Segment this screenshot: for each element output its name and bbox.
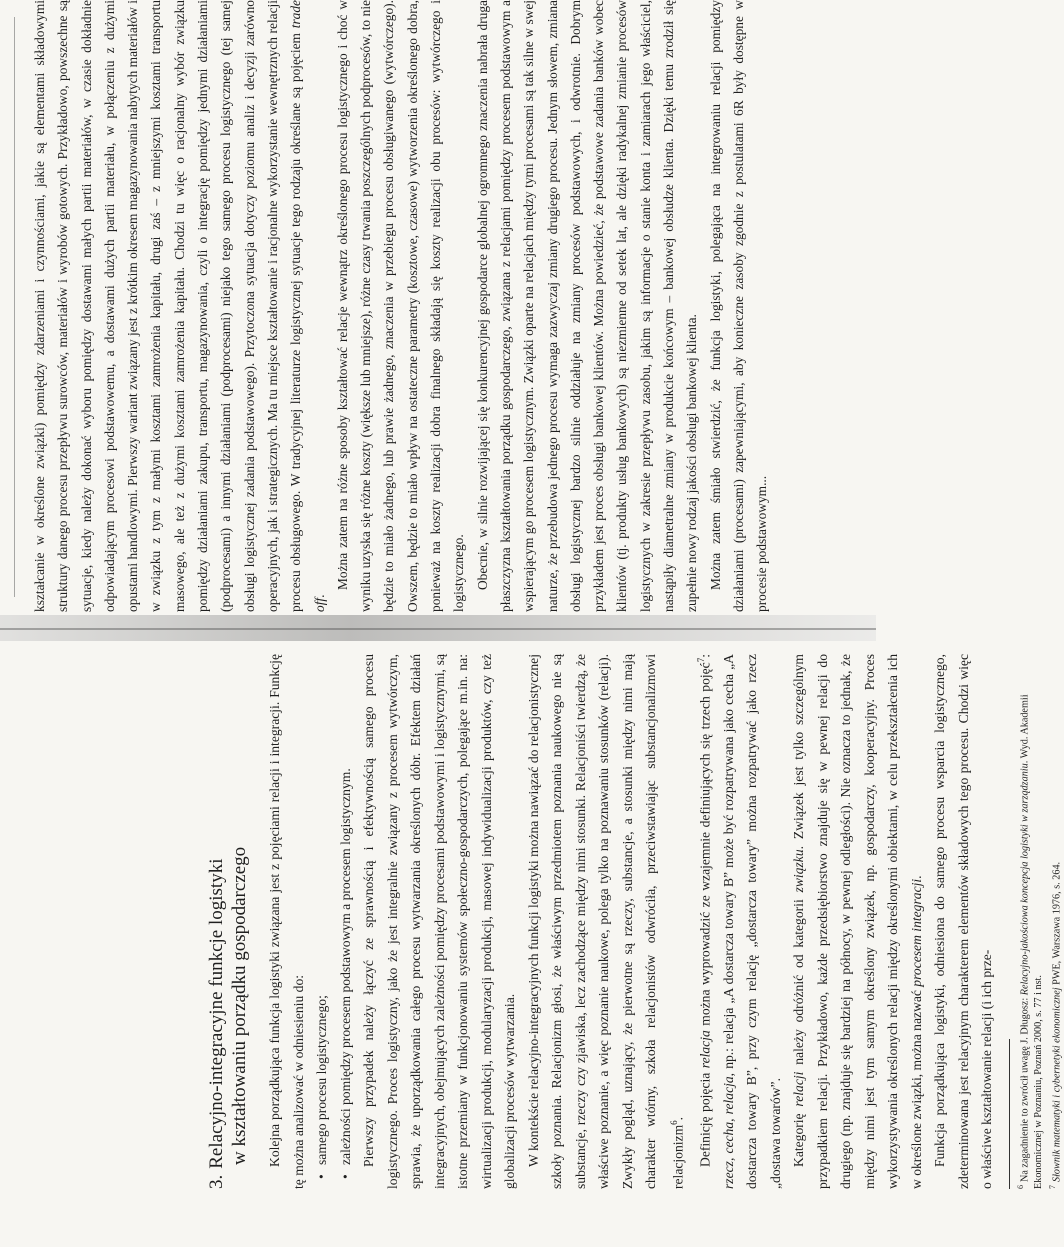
- emphasis: związku: [791, 849, 807, 893]
- section-title-line1: Relacyjno-integracyjne funkcje logistyki: [206, 858, 227, 1169]
- paragraph-text: Kategorię: [791, 1106, 807, 1167]
- footnote-title: Słownik matematyki i cybernetyki ekonomicznej: [1051, 987, 1063, 1182]
- paragraph-text: :: [697, 654, 713, 658]
- emphasis: relacja: [697, 1030, 713, 1069]
- paragraph-text: kształcanie w określone związki) pomiędzy zdarzeniami i czynnościami, jakie są elementami składowymi struktury danego procesu przepływu surowców, materiałów i wyrobów gotowych. Przykładowo, powszechne są sytuacje, kiedy należy dokonać wyboru pomiędzy dostawami małych partii materiałów, w czasie dokładnie odpowiadającym procesowi podstawowemu, a dostawami dużych partii materiału, w połączeniu z dużymi opustami handlowymi. Pierwszy wariant związany jest z krótkim okresem magazynowania nabytych materiałów i w związku z tym z małymi kosztami zamrożenia kapitału, drugi zaś – z mniejszymi kosztami transportu masowego, ale też z dużymi kosztami zamrożenia kapitału. Chodzi tu więc o racjonalny wybór związku pomiędzy działaniami zakupu, transportu, magazynowania, czyli o integrację pomiędzy jednymi działaniami (podprocesami) a innymi działaniami (podprocesami) niejako tego samego procesu logistycznego (tej samej obsługi logistycznej zadania podstawowego). Przytoczona sytuacja dotyczy poziomu analiz i decyzji zarówno operacyjnych, jak i strategicznych. Ma tu miejsce kształtowanie i racjonalne wykorzystanie wewnętrznych relacji procesu obsługowego. W tradycyjnej literaturze logistycznej sytuacje tego rodzaju określane są pojęciem: [32, 0, 304, 612]
- paragraph: Można zatem na różne sposoby kształtować relacje wewnątrz określonego procesu logistycznego i choć w wyniku uzyska się różne koszty (większe lub mniejsze), różne czasy trwania poszczególnych podprocesów, to nie będzie to miało żadnego, lub prawie żadnego, znaczenia w przebiegu procesu obsługiwanego (wytwórczego). Owszem, będzie to miało wpływ na ostateczne parametry (kosztowe, czasowe) wytworzenia określonego dobra, ponieważ na koszty realizacji dobra finalnego składają się koszty realizacji obu procesów: wytwórczego i logistycznego.: [334, 0, 467, 612]
- paragraph-text: W kontekście relacyjno-integracyjnych funkcji logistyki można nawiązać do relacjonistycznej szkoły poznania. Relacjonizm głosi, że właściwym przedmiotem poznania naukowego nie są substancje, rzeczy czy zjawiska, lecz zachodzące między nimi stosunki. Relacjoniści twierdzą, że właściwe poznanie, a więc poznanie naukowe, polega tylko na poznawaniu stosunków (relacji). Zwykły pogląd, uznający, że pierwotne są rzeczy, substancje, a stosunki między nimi mają charakter wtórny, szkoła relacjonistów odwróciła, przeciwstawiając substancjonalizmowi relacjonizm: [525, 654, 686, 1189]
- footnote-text: Na zagadnienie to zwrócił uwagę J. Długosz:: [1018, 995, 1030, 1182]
- paragraph-text: .: [311, 594, 327, 598]
- section-heading: [205, 654, 251, 1189]
- section-number: 3.: [206, 1174, 227, 1189]
- section-title-line2: w kształtowaniu porządku gospodarczego: [229, 846, 250, 1165]
- footnote: [1046, 649, 1064, 1189]
- emphasis: trade off: [288, 0, 327, 612]
- paragraph-text: należy odróżnić od kategorii: [791, 892, 807, 1072]
- right-page: [0, 0, 876, 622]
- footnote: [1014, 649, 1046, 1189]
- emphasis: relacji: [791, 1071, 807, 1107]
- emphasis: procesem integracji: [908, 878, 924, 987]
- footnote-text: . Wyd. Akademii Ekonomicznej w Poznaniu, Poznań 2000, s. 77 i nst.: [1018, 694, 1044, 1189]
- book-gutter-line: [0, 628, 876, 630]
- paragraph-text: . Związek jest tylko szczególnym przypadkiem relacji. Przykładowo, każde przedsiębiorstwo znajduje się w pewnej relacji do drugiego (np. znajduje się bardziej na północy, w pewnej odległości). Nie oznacza to jednak, że między nimi jest tym samym określony związek, np. gospodarczy, kooperacyjny. Proces wykorzystywania określonych relacji między określonymi obiektami, w celu przekształcenia ich w określone związki, można nazwać: [791, 654, 924, 1189]
- paragraph-text: można wyprowadzić ze wzajemnie definiujących się trzech pojęć: [697, 662, 713, 1031]
- paragraph-text: , np.: relacja „A dostarcza towary B” może być rozpatrywana jako cecha „A dostarcza towary B”, przy czym relację „dostarcza towary” można rozpatrywać jako rzecz „dostawa towarów”.: [720, 654, 783, 1189]
- paragraph-text: Definicję pojęcia: [697, 1068, 713, 1167]
- paragraph-text: .: [908, 875, 924, 879]
- paragraph: Można zatem śmiało stwierdzić, że funkcja logistyki, polegająca na integrowaniu relacji pomiędzy działaniami (procesami) zapewniającymi, aby konieczne zasoby zgodnie z postulatami 6R były dostępne w procesie podstawowym...: [707, 0, 770, 612]
- footnote-ref: 7: [695, 657, 706, 663]
- emphasis: rzecz, cecha, relacja: [720, 1076, 736, 1189]
- paragraph: Obecnie, w silnie rozwijającej się konkurencyjnej gospodarce globalnej ogromnego znaczenia nabrała druga płaszczyzna kształtowania porządku gospodarczego, związana z relacjami pomiędzy procesem podstawowym a wspierającym go procesem logistycznym. Związki oparte na relacjach między tymi procesami są tak silne w swej naturze, że przebudowa jednego procesu wymaga zazwyczaj zmiany drugiego procesu. Jednym słowem, zmiana obsługi logistycznej bardzo silnie oddziałuje na zmiany procesów podstawowych, i odwrotnie. Dobrym przykładem jest proces obsługi bankowej klientów. Można powiedzieć, że podstawowe zadania banków wobec klientów (tj. produkty usług bankowych) są niezmienne od setek lat, ale dzięki radykalnej zmianie procesów logistycznych w zakresie przepływu zasobu, jakim są informacje o stanie konta i zamiarach jego właściciel, nastąpiły diametralne zmiany w produkcie końcowym – bankowej obsłudze klienta. Dzięki temu zrodził się zupełnie nowy rodzaj jakości obsługi bankowej klienta.: [474, 0, 700, 612]
- paragraph: [690, 654, 788, 1189]
- footnote-ref: 6: [668, 1120, 679, 1125]
- footnote-title: Relacyjno-jakościowa koncepcja logistyki w zarządzaniu: [1018, 763, 1030, 996]
- footnote-text: PWE, Warszawa 1976, s. 264.: [1051, 861, 1063, 988]
- paragraph: W kontekście relacyjno-integracyjnych funkcji logistyki można nawiązać do relacjonistycznej szkoły poznania. Relacjonizm głosi, że właściwym przedmiotem poznania naukowego nie są substancje, rzeczy czy zjawiska, lecz zachodzące między nimi stosunki. Relacjoniści twierdzą, że właściwe poznanie, a więc poznanie naukowe, polega tylko na poznawaniu stosunków (relacji). Zwykły pogląd, uznający, że pierwotne są rzeczy, substancje, a stosunki między nimi mają charakter wtórny, szkoła relacjonistów odwróciła, przeciwstawiając substancjonalizmowi relacjonizm$^6$.: [525, 654, 686, 1189]
- paragraph: Funkcja porządkująca logistyki, odniesiona do samego procesu wsparcia logistycznego, zdeterminowana jest relacyjnym charakterem elementów składowych tego procesu. Chodzi więc o właściwe kształtowanie relacji (i ich prze-: [932, 654, 995, 1189]
- paragraph: [28, 0, 331, 612]
- intro-paragraph: Kolejna porządkująca funkcja logistyki związana jest z pojęciami relacji i integracji. Funkcję tę można analizować w odniesieniu do:: [267, 654, 306, 1189]
- left-page: [0, 632, 1063, 1247]
- footnote-number: 6: [1015, 1185, 1025, 1189]
- footnotes: [1014, 649, 1064, 1189]
- bullet-list: [310, 654, 357, 1189]
- bullet-item: • samego procesu logistycznego;: [310, 654, 334, 1175]
- paragraph: Pierwszy przypadek należy łączyć ze sprawnością i efektywnością samego procesu logistycznego. Proces logistyczny, jako że jest integralnie związany z procesem wytwórczym, sprawia, że uporządkowania całego procesu wytwarzania określonych dóbr. Efektem działań integracyjnych, obejmujących zależności pomiędzy procesami podstawowymi i logistycznymi, są istotne przemiany w funkcjonowaniu systemów społeczno-gospodarczych, polegające m.in. na: wirtualizacji produkcji, modularyzacji produkcji, masowej indywidualizacji produktów, czy też globalizacji procesów wytwarzania.: [361, 654, 517, 1189]
- footnote-number: 7: [1047, 1185, 1057, 1189]
- paragraph: [787, 654, 928, 1189]
- bullet-item: • zależności pomiędzy procesem podstawowym a procesem logistycznym.: [334, 654, 358, 1175]
